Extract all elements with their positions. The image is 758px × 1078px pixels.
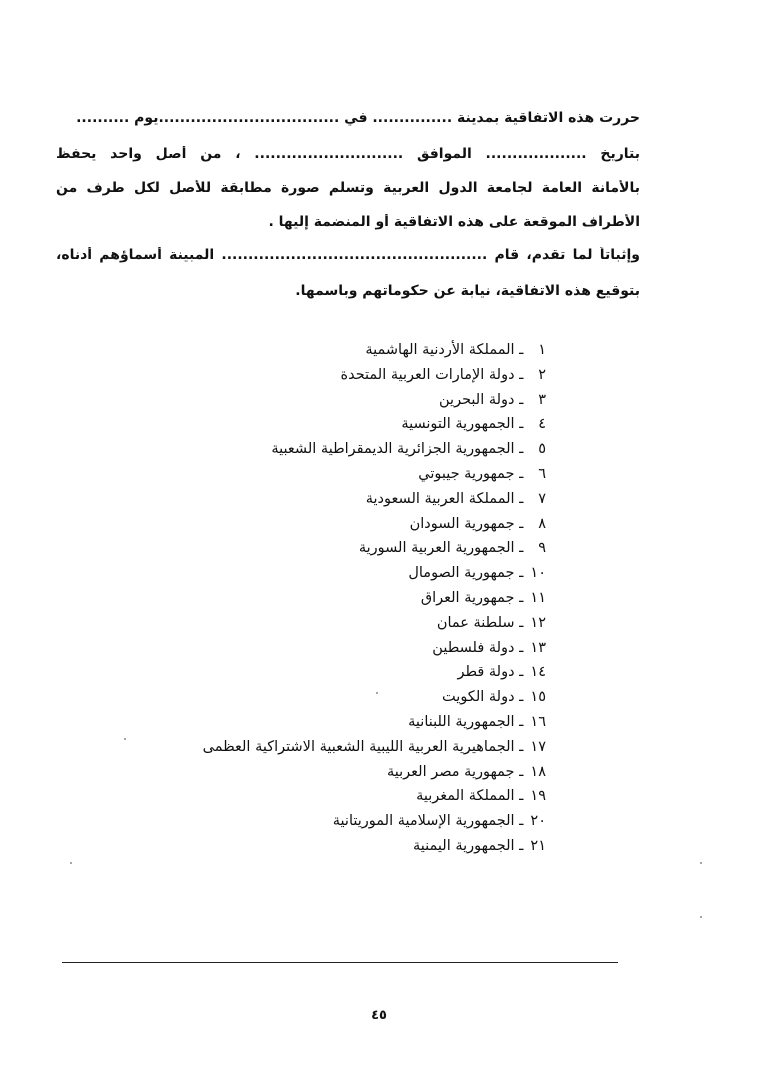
list-item: ٥ ـ الجمهورية الجزائرية الديمقراطية الشعبية — [271, 441, 546, 458]
list-item: ١ ـ المملكة الأردنية الهاشمية — [365, 342, 546, 358]
preamble-line-2: بتاريخ ................... الموافق ............................ ، من أصل واحد يحفظ — [56, 146, 640, 162]
list-item: ١٨ ـ جمهورية مصر العربية — [387, 763, 546, 780]
list-item: ٣ ـ دولة البحرين — [439, 391, 546, 408]
list-item: ٢٠ ـ الجمهورية الإسلامية الموريتانية — [332, 813, 546, 830]
scan-speck — [124, 738, 126, 740]
signatories-list — [203, 338, 546, 859]
footer-divider — [62, 962, 618, 963]
preamble-line-3: بالأمانة العامة لجامعة الدول العربية وتسلم صورة مطابقة للأصل لكل طرف من — [56, 180, 640, 196]
scan-speck — [70, 862, 72, 864]
preamble-line-4: الأطراف الموقعة على هذه الاتفاقية أو المنضمة إليها . — [268, 214, 640, 230]
list-item: ٢١ ـ الجمهورية اليمنية — [413, 837, 546, 854]
list-item: ٤ ـ الجمهورية التونسية — [401, 416, 546, 433]
preamble-line-1: حررت هذه الاتفاقية بمدينة ............... في ..................................يوم .......... — [76, 110, 640, 126]
list-item: ٦ ـ جمهورية جيبوتي — [418, 465, 546, 482]
list-item: ١٥ ـ دولة الكويت — [442, 689, 546, 706]
list-item: ٢ ـ دولة الإمارات العربية المتحدة — [340, 366, 546, 383]
scan-speck — [376, 692, 378, 694]
list-item: ١٧ ـ الجماهيرية العربية الليبية الشعبية الاشتراكية العظمى — [202, 738, 546, 755]
list-item: ١٩ ـ المملكة المغربية — [416, 788, 546, 805]
list-item: ٨ ـ جمهورية السودان — [409, 515, 546, 532]
preamble-line-6: بتوقيع هذه الاتفاقية، نيابة عن حكوماتهم وباسمها. — [295, 283, 640, 299]
scan-speck — [700, 862, 702, 864]
list-item: ١٢ ـ سلطنة عمان — [436, 614, 546, 631]
page-number: ٤٥ — [371, 1008, 387, 1023]
list-item: ٩ ـ الجمهورية العربية السورية — [358, 540, 546, 557]
list-item: ١١ ـ جمهورية العراق — [420, 589, 546, 606]
preamble-line-5: وإثباتاً لما تقدم، قام .................................................. المبينة أسماؤهم أدناه، — [56, 247, 640, 263]
list-item: ١٤ ـ دولة قطر — [457, 664, 546, 681]
list-item: ١٦ ـ الجمهورية اللبنانية — [408, 713, 546, 730]
list-item: ٧ ـ المملكة العربية السعودية — [365, 490, 546, 507]
list-item: ١٣ ـ دولة فلسطين — [432, 639, 546, 656]
scan-speck — [700, 916, 702, 918]
list-item: ١٠ ـ جمهورية الصومال — [408, 565, 546, 582]
